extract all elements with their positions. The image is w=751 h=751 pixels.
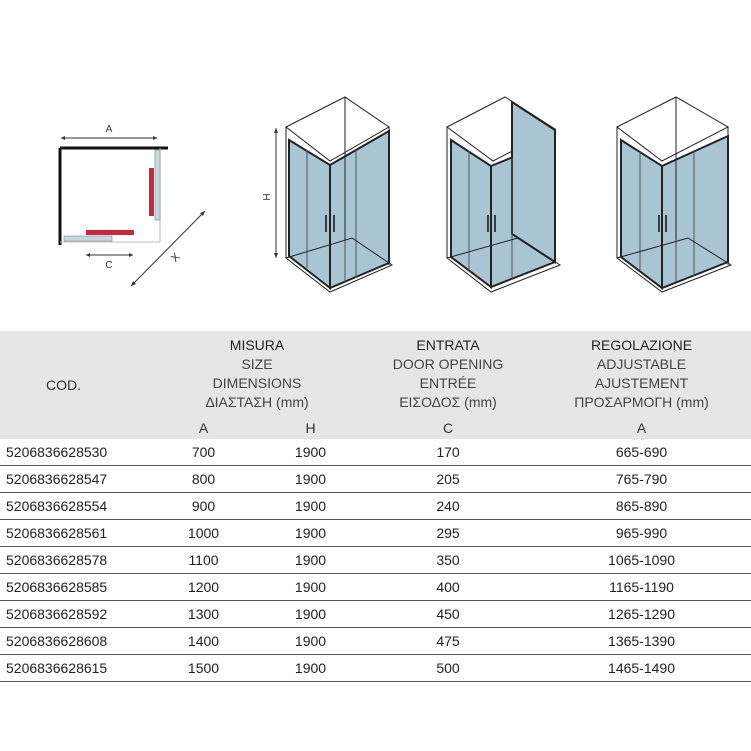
cell-c: 240 <box>364 493 532 520</box>
cell-a: 900 <box>150 493 257 520</box>
cell-a: 1200 <box>150 574 257 601</box>
cell-a: 1000 <box>150 520 257 547</box>
plan-label-c: C <box>105 260 113 271</box>
table-row <box>0 493 751 520</box>
header-entrata <box>364 331 532 417</box>
cell-code: 5206836628547 <box>0 466 150 493</box>
cell-h: 1900 <box>257 520 364 547</box>
cell-adj: 665-690 <box>532 439 751 466</box>
regolazione-line-3: AJUSTEMENT <box>594 375 689 391</box>
cell-a: 1300 <box>150 601 257 628</box>
cell-c: 475 <box>364 628 532 655</box>
cell-code: 5206836628554 <box>0 493 150 520</box>
cell-h: 1900 <box>257 601 364 628</box>
cell-h: 1900 <box>257 439 364 466</box>
cell-code: 5206836628585 <box>0 574 150 601</box>
cell-a: 1500 <box>150 655 257 682</box>
table-row <box>0 601 751 628</box>
cell-c: 205 <box>364 466 532 493</box>
table-row <box>0 628 751 655</box>
cell-adj: 1265-1290 <box>532 601 751 628</box>
shower-cabin-3 <box>617 97 731 292</box>
cell-code: 5206836628530 <box>0 439 150 466</box>
cell-c: 350 <box>364 547 532 574</box>
cell-adj: 1065-1090 <box>532 547 751 574</box>
shower-cabin-1 <box>286 97 392 292</box>
cell-c: 400 <box>364 574 532 601</box>
table-row <box>0 574 751 601</box>
header-misura <box>150 331 364 417</box>
cell-code: 5206836628561 <box>0 520 150 547</box>
cell-c: 500 <box>364 655 532 682</box>
cell-a: 700 <box>150 439 257 466</box>
cell-c: 295 <box>364 520 532 547</box>
cell-c: 170 <box>364 439 532 466</box>
plan-view-diagram <box>60 124 205 286</box>
cell-adj: 965-990 <box>532 520 751 547</box>
plan-label-a: A <box>105 124 113 135</box>
table-row <box>0 439 751 466</box>
cell-code: 5206836628608 <box>0 628 150 655</box>
cell-h: 1900 <box>257 466 364 493</box>
regolazione-line-2: ADJUSTABLE <box>596 356 687 372</box>
table-row <box>0 466 751 493</box>
cell-h: 1900 <box>257 655 364 682</box>
entrata-line-4: ΕΙΣΟΔΟΣ (mm) <box>399 394 497 410</box>
subheader-h: H <box>257 417 364 439</box>
header-regolazione <box>532 331 751 417</box>
cell-h: 1900 <box>257 628 364 655</box>
cell-h: 1900 <box>257 574 364 601</box>
cell-code: 5206836628615 <box>0 655 150 682</box>
entrata-line-1: ENTRATA <box>416 337 480 353</box>
cell-a: 800 <box>150 466 257 493</box>
cell-adj: 765-790 <box>532 466 751 493</box>
misura-line-1: MISURA <box>229 337 285 353</box>
cell-adj: 865-890 <box>532 493 751 520</box>
plan-label-x: X <box>169 251 183 265</box>
table-row <box>0 547 751 574</box>
elevation-label-h: H <box>262 193 273 201</box>
cell-code: 5206836628578 <box>0 547 150 574</box>
misura-line-4: ΔΙΑΣΤΑΣΗ (mm) <box>205 394 309 410</box>
cell-adj: 1465-1490 <box>532 655 751 682</box>
cell-adj: 1165-1190 <box>532 574 751 601</box>
product-table <box>0 331 751 682</box>
cell-h: 1900 <box>257 493 364 520</box>
entrata-line-2: DOOR OPENING <box>392 356 504 372</box>
table-header-row <box>0 331 751 417</box>
shower-cabin-2 <box>447 97 560 292</box>
height-dimension <box>262 128 278 258</box>
cell-a: 1100 <box>150 547 257 574</box>
subheader-a: A <box>150 417 257 439</box>
misura-line-3: DIMENSIONS <box>212 375 302 391</box>
misura-line-2: SIZE <box>241 356 273 372</box>
shower-diagrams <box>0 0 751 320</box>
cell-code: 5206836628592 <box>0 601 150 628</box>
subheader-adj: A <box>532 417 751 439</box>
table-row <box>0 655 751 682</box>
cell-h: 1900 <box>257 547 364 574</box>
cell-c: 450 <box>364 601 532 628</box>
header-cod: COD. <box>0 331 150 439</box>
diagrams-area <box>0 0 751 320</box>
entrata-line-3: ENTRÉE <box>419 375 477 391</box>
regolazione-line-1: REGOLAZIONE <box>590 337 693 353</box>
subheader-c: C <box>364 417 532 439</box>
cell-a: 1400 <box>150 628 257 655</box>
cell-adj: 1365-1390 <box>532 628 751 655</box>
regolazione-line-4: ΠΡΟΣΑΡΜΟΓΗ (mm) <box>574 394 709 410</box>
table-row <box>0 520 751 547</box>
